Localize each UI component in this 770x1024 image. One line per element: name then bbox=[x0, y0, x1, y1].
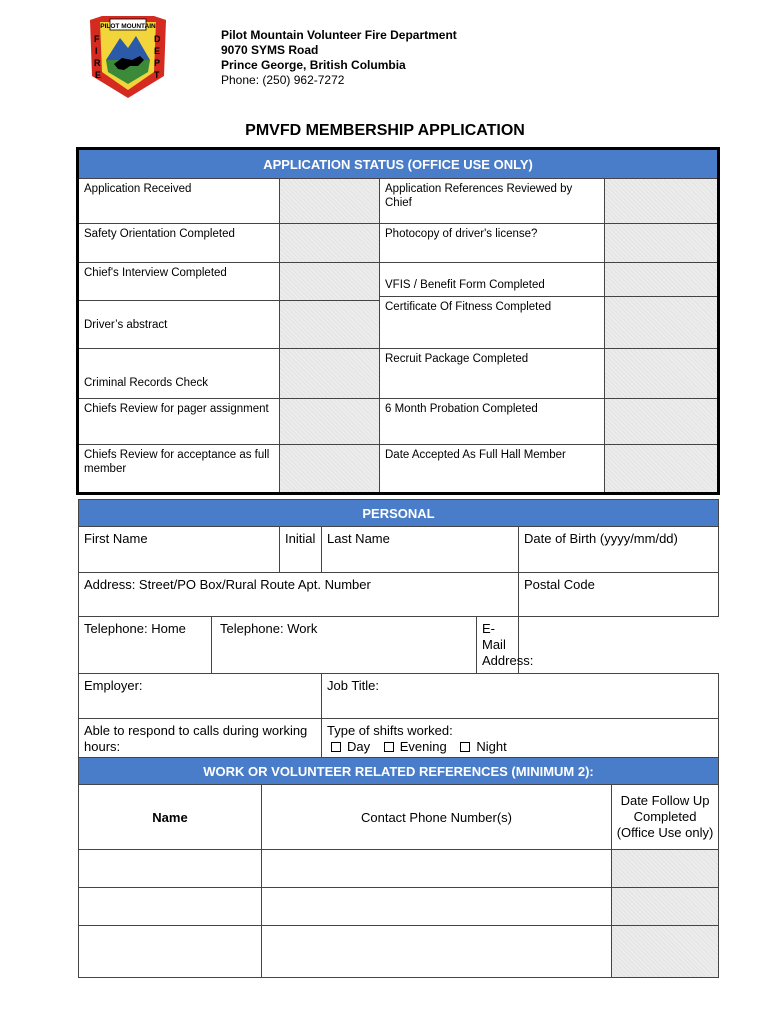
office-label-right: Application References Reviewed by Chief bbox=[380, 179, 605, 224]
respond-calls-label: Able to respond to calls during working hours: bbox=[84, 723, 308, 754]
office-status-cell[interactable] bbox=[280, 399, 380, 445]
org-phone: Phone: (250) 962-7272 bbox=[221, 73, 345, 87]
office-status-cell[interactable] bbox=[280, 349, 380, 399]
office-label-left: Safety Orientation Completed bbox=[78, 224, 280, 263]
reference-phone-cell[interactable] bbox=[262, 926, 612, 978]
reference-date-cell[interactable] bbox=[612, 926, 719, 978]
job-title-field[interactable]: Job Title: bbox=[322, 674, 719, 719]
logo-letter-r: R bbox=[94, 58, 101, 68]
org-header bbox=[221, 28, 457, 88]
office-label-left: Criminal Records Check bbox=[78, 349, 280, 399]
reference-date-cell[interactable] bbox=[612, 850, 719, 888]
office-label-right: Photocopy of driver's license? bbox=[380, 224, 605, 263]
office-label-left: Chiefs Review for pager assignment bbox=[78, 399, 280, 445]
telephone-work-label: Telephone: Work bbox=[220, 621, 318, 636]
office-status-cell[interactable] bbox=[280, 445, 380, 494]
first-name-field[interactable]: First Name bbox=[79, 527, 280, 573]
night-checkbox[interactable] bbox=[460, 742, 470, 752]
references-heading: WORK OR VOLUNTEER RELATED REFERENCES (MINIMUM 2): bbox=[79, 758, 719, 785]
fire-department-logo bbox=[88, 14, 168, 100]
office-status-cell[interactable] bbox=[605, 179, 719, 224]
day-label: Day bbox=[347, 739, 371, 754]
office-label-right: Recruit Package Completed bbox=[380, 349, 605, 399]
form-title: PMVFD MEMBERSHIP APPLICATION bbox=[245, 122, 525, 139]
night-label: Night bbox=[476, 739, 507, 754]
logo-letter-e2: E bbox=[154, 46, 161, 56]
day-checkbox[interactable] bbox=[331, 742, 341, 752]
org-name: Pilot Mountain Volunteer Fire Department bbox=[221, 28, 457, 42]
office-label-right: Certificate Of Fitness Completed bbox=[380, 297, 605, 349]
evening-label: Evening bbox=[399, 739, 447, 754]
last-name-field[interactable]: Last Name bbox=[322, 527, 519, 573]
dob-field[interactable]: Date of Birth (yyyy/mm/dd) bbox=[519, 527, 719, 573]
office-use-table bbox=[76, 147, 720, 495]
logo-top-text: PILOT MOUNTAIN bbox=[100, 23, 156, 30]
office-status-cell[interactable] bbox=[280, 224, 380, 263]
logo-letter-e: E bbox=[95, 70, 102, 80]
office-heading: APPLICATION STATUS (OFFICE USE ONLY) bbox=[78, 149, 719, 179]
office-label-left: Chiefs Review for acceptance as full member bbox=[78, 445, 280, 494]
office-status-cell[interactable] bbox=[280, 301, 380, 349]
logo-letter-f: F bbox=[94, 34, 100, 44]
email-field[interactable]: E-Mail Address: bbox=[477, 617, 519, 674]
reference-phone-cell[interactable] bbox=[262, 850, 612, 888]
references-name-header: Name bbox=[79, 785, 262, 850]
references-phone-header: Contact Phone Number(s) bbox=[262, 785, 612, 850]
org-street: 9070 SYMS Road bbox=[221, 43, 319, 57]
office-status-cell[interactable] bbox=[605, 399, 719, 445]
office-status-cell[interactable] bbox=[280, 263, 380, 301]
telephone-work-field[interactable] bbox=[212, 617, 477, 674]
reference-phone-cell[interactable] bbox=[262, 888, 612, 926]
office-label-right: Date Accepted As Full Hall Member bbox=[380, 445, 605, 494]
office-status-cell[interactable] bbox=[605, 445, 719, 494]
reference-name-cell[interactable] bbox=[79, 850, 262, 888]
office-status-cell[interactable] bbox=[605, 297, 719, 349]
logo-letter-p: P bbox=[154, 58, 161, 68]
personal-heading: PERSONAL bbox=[79, 500, 719, 527]
reference-name-cell[interactable] bbox=[79, 926, 262, 978]
office-label-left: Chief's Interview Completed bbox=[78, 263, 280, 301]
office-status-cell[interactable] bbox=[280, 179, 380, 224]
evening-checkbox[interactable] bbox=[384, 742, 394, 752]
employer-field[interactable]: Employer: bbox=[79, 674, 322, 719]
telephone-home-field[interactable]: Telephone: Home bbox=[79, 617, 212, 674]
org-city: Prince George, British Columbia bbox=[221, 58, 406, 72]
references-table bbox=[78, 757, 719, 978]
reference-date-cell[interactable] bbox=[612, 888, 719, 926]
logo-letter-d: D bbox=[154, 34, 161, 44]
office-label-right: VFIS / Benefit Form Completed bbox=[380, 263, 605, 297]
office-status-cell[interactable] bbox=[605, 349, 719, 399]
office-label-right: 6 Month Probation Completed bbox=[380, 399, 605, 445]
office-label-left: Application Received bbox=[78, 179, 280, 224]
postal-code-field[interactable]: Postal Code bbox=[519, 573, 719, 617]
reference-name-cell[interactable] bbox=[79, 888, 262, 926]
references-date-header: Date Follow Up Completed (Office Use only) bbox=[612, 785, 719, 850]
initial-field[interactable]: Initial bbox=[280, 527, 322, 573]
shifts-label: Type of shifts worked: bbox=[327, 723, 453, 738]
logo-letter-t: T bbox=[154, 70, 160, 80]
office-label-left: Driver’s abstract bbox=[78, 301, 280, 349]
office-status-cell[interactable] bbox=[605, 263, 719, 297]
address-field[interactable]: Address: Street/PO Box/Rural Route Apt. Number bbox=[79, 573, 519, 617]
office-status-cell[interactable] bbox=[605, 224, 719, 263]
logo-letter-i: I bbox=[95, 46, 98, 56]
personal-table bbox=[78, 499, 719, 776]
